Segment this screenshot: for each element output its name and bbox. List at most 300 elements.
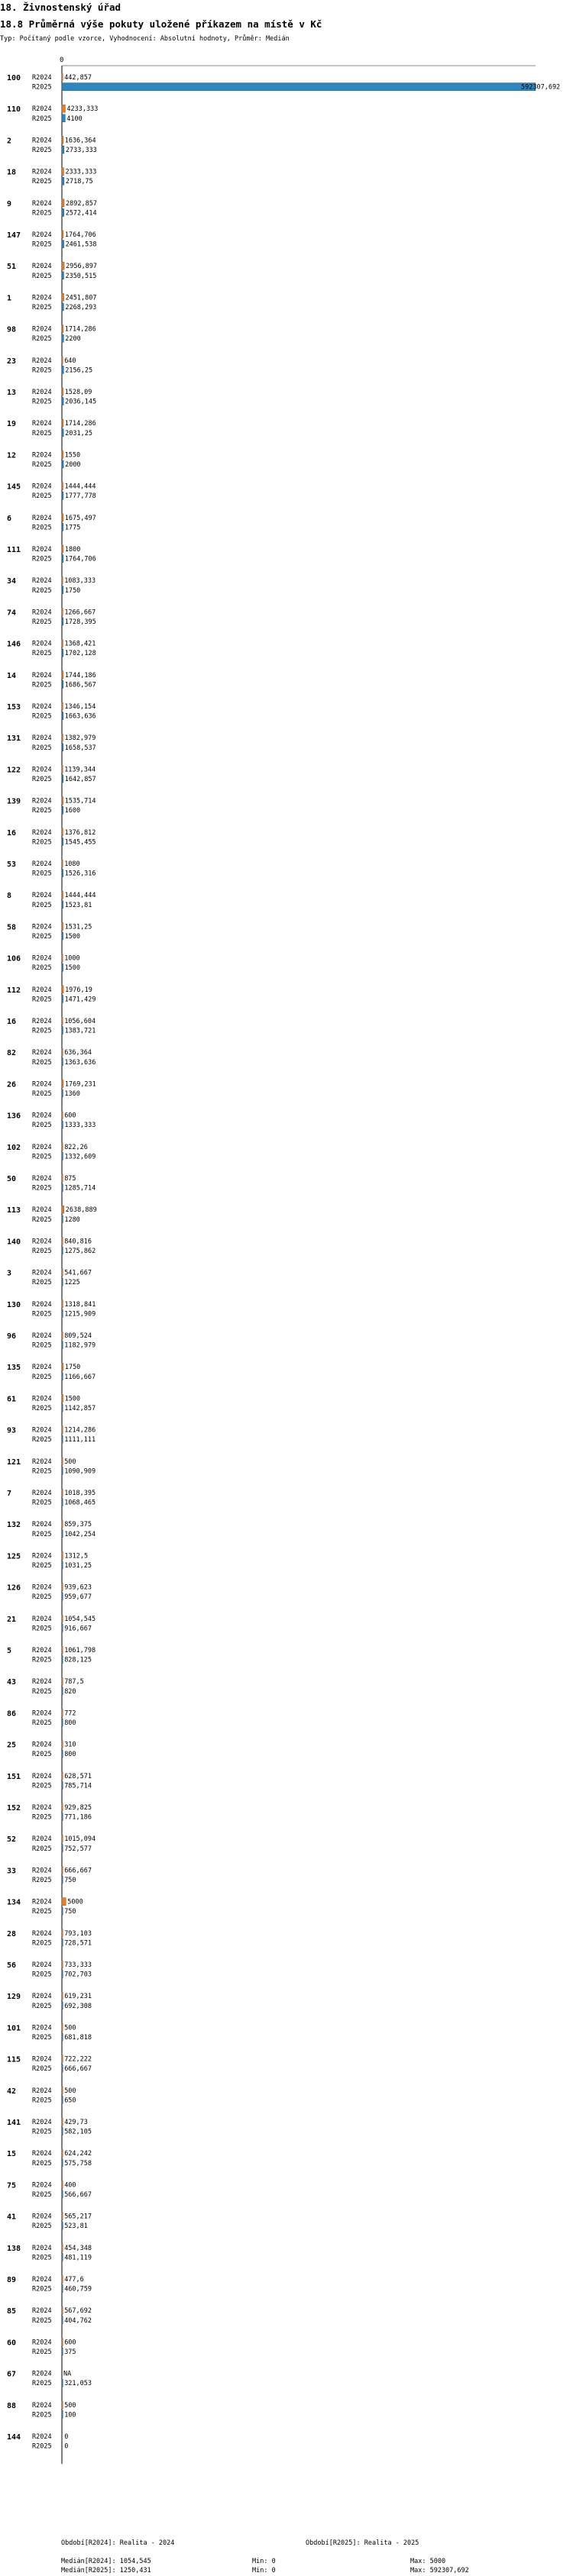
data-label-r2025: 1775 — [64, 524, 81, 532]
bar-r2024 — [62, 1741, 63, 1748]
category-label: 74 — [7, 608, 17, 618]
data-label-r2024: 1528,09 — [64, 389, 92, 396]
series-label-r2024: R2024 — [32, 2087, 52, 2095]
data-label-r2025: 1275,862 — [64, 1248, 96, 1255]
bar-r2025 — [62, 523, 63, 531]
series-label-r2024: R2024 — [32, 231, 52, 239]
data-label-r2024: 722,222 — [64, 2055, 92, 2064]
series-label-r2025: R2025 — [32, 2411, 52, 2419]
data-label-r2025: 1642,857 — [64, 776, 96, 783]
bar-r2025 — [62, 1373, 63, 1380]
series-label-r2025: R2025 — [32, 1215, 52, 1224]
series-label-r2025: R2025 — [32, 1908, 52, 1916]
category-label: 126 — [7, 1583, 21, 1593]
data-label-r2024: 4233,333 — [66, 105, 99, 114]
data-label-r2025: 2572,414 — [65, 209, 97, 218]
series-label-r2024: R2024 — [32, 2213, 52, 2221]
data-label-r2024: 1382,979 — [64, 734, 96, 743]
series-label-r2025: R2025 — [32, 1310, 52, 1319]
category-label: 96 — [7, 1332, 17, 1341]
category-label: 146 — [7, 640, 21, 649]
data-label-r2024: 2451,807 — [65, 294, 97, 302]
data-label-r2025: 2000 — [65, 461, 81, 469]
category-label: 51 — [7, 263, 17, 272]
data-label-r2025: 2733,333 — [65, 147, 97, 154]
bar-r2025 — [62, 2222, 63, 2229]
series-label-r2025: R2025 — [32, 1877, 52, 1884]
footer-r2024-min: Min: 0 — [252, 2558, 276, 2565]
data-label-r2025: 582,105 — [64, 2128, 92, 2136]
series-label-r2025: R2025 — [32, 1058, 52, 1067]
bar-r2025 — [62, 2002, 63, 2009]
category-label: 140 — [7, 1238, 21, 1247]
series-label-r2024: R2024 — [32, 1143, 52, 1151]
bar-r2024 — [62, 1992, 63, 2000]
series-label-r2024: R2024 — [32, 105, 52, 114]
data-label-r2025: 728,571 — [64, 1939, 92, 1948]
data-label-r2025: 1111,111 — [64, 1436, 96, 1445]
category-label: 5 — [7, 1647, 12, 1655]
bar-r2025 — [62, 2033, 63, 2041]
data-label-r2025: 375 — [64, 2348, 76, 2356]
bar-r2024 — [62, 608, 63, 615]
category-label: 115 — [7, 2055, 21, 2064]
series-label-r2025: R2025 — [32, 1090, 52, 1098]
bar-r2025 — [62, 2410, 63, 2418]
series-label-r2025: R2025 — [32, 1499, 52, 1507]
data-label-r2024: 624,242 — [64, 2150, 92, 2158]
data-label-r2025: 2268,293 — [65, 304, 97, 312]
data-label-r2025: 785,714 — [64, 1782, 92, 1790]
bar-r2024 — [62, 293, 64, 301]
series-label-r2025: R2025 — [32, 776, 52, 783]
bar-r2024 — [62, 1394, 63, 1402]
series-label-r2025: R2025 — [32, 1467, 52, 1476]
bar-r2024 — [62, 450, 63, 458]
series-label-r2024: R2024 — [32, 2307, 52, 2316]
bar-r2025 — [62, 1435, 63, 1443]
series-label-r2025: R2025 — [32, 240, 52, 249]
series-label-r2024: R2024 — [32, 74, 52, 82]
bar-r2024 — [62, 1677, 63, 1685]
bar-r2025 — [62, 775, 63, 783]
category-label: 88 — [7, 2401, 17, 2410]
data-label-r2024: 840,816 — [64, 1238, 92, 1246]
series-label-r2025: R2025 — [32, 1279, 52, 1287]
series-label-r2025: R2025 — [32, 2380, 52, 2388]
bar-r2025 — [62, 303, 63, 311]
series-label-r2024: R2024 — [32, 2370, 52, 2378]
category-label: 67 — [7, 2370, 17, 2379]
bar-r2025 — [62, 146, 64, 153]
data-label-r2024: 500 — [64, 2087, 76, 2095]
data-label-r2024: 500 — [64, 1457, 76, 1466]
bar-r2024 — [62, 2087, 63, 2094]
data-label-r2025: 916,667 — [64, 1625, 92, 1633]
data-label-r2024: 929,825 — [64, 1804, 92, 1812]
category-label: 61 — [7, 1395, 17, 1404]
bar-r2024 — [62, 1583, 63, 1591]
bar-r2025 — [62, 1152, 63, 1160]
data-label-r2025: 2350,515 — [65, 272, 97, 280]
bar-r2024 — [62, 2275, 63, 2283]
category-label: 34 — [7, 577, 17, 586]
data-label-r2024: 1976,19 — [65, 986, 92, 994]
series-label-r2024: R2024 — [32, 1395, 52, 1403]
bar-r2024 — [62, 1206, 64, 1213]
data-label-r2025: 2156,25 — [65, 366, 93, 375]
series-label-r2024: R2024 — [32, 1080, 52, 1089]
data-label-r2024: 442,857 — [64, 74, 92, 82]
series-label-r2024: R2024 — [32, 1647, 52, 1654]
bar-r2024 — [62, 1269, 63, 1277]
bar-r2025 — [62, 208, 64, 216]
data-label-r2025: 752,577 — [64, 1845, 92, 1853]
data-label-r2024: 1061,798 — [64, 1647, 96, 1654]
series-label-r2024: R2024 — [32, 860, 52, 868]
bar-r2024 — [62, 1835, 63, 1842]
category-label: 16 — [7, 1018, 17, 1026]
category-label: 18 — [7, 168, 17, 177]
bar-r2025 — [62, 1876, 63, 1884]
series-label-r2025: R2025 — [32, 304, 52, 312]
series-label-r2024: R2024 — [32, 2181, 52, 2190]
bar-r2024 — [62, 1237, 63, 1244]
data-label-r2024: 1000 — [64, 954, 80, 963]
bar-r2024 — [62, 1520, 63, 1528]
data-label-r2025: 1215,909 — [64, 1310, 96, 1319]
bar-r2025 — [62, 995, 63, 1002]
bar-r2025 — [62, 429, 63, 437]
bar-r2024 — [62, 2149, 63, 2157]
bar-r2024 — [62, 1363, 63, 1370]
series-label-r2025: R2025 — [32, 1122, 52, 1130]
category-label: 113 — [7, 1206, 21, 1215]
data-label-r2025: 1523,81 — [64, 901, 92, 909]
data-label-r2025: 1526,316 — [64, 870, 96, 878]
series-label-r2024: R2024 — [32, 1615, 52, 1623]
category-label: 131 — [7, 734, 21, 744]
data-label-r2025: 1500 — [64, 933, 81, 941]
category-label: 26 — [7, 1080, 17, 1089]
series-label-r2025: R2025 — [32, 209, 52, 218]
bar-r2024 — [62, 1300, 63, 1308]
category-label: 134 — [7, 1898, 21, 1907]
data-label-r2025: 1383,721 — [64, 1027, 96, 1035]
series-label-r2024: R2024 — [32, 1018, 52, 1025]
section-title: 18. Živnostenský úřad — [0, 2, 121, 13]
category-label: 41 — [7, 2213, 17, 2222]
series-label-r2025: R2025 — [32, 555, 52, 563]
bar-r2024 — [62, 1551, 63, 1559]
series-label-r2024: R2024 — [32, 2276, 52, 2284]
data-label-r2025: 592307,692 — [521, 83, 561, 92]
category-label: 152 — [7, 1804, 21, 1813]
series-label-r2024: R2024 — [32, 1678, 52, 1687]
category-label: 85 — [7, 2307, 17, 2316]
bar-r2025 — [62, 366, 63, 373]
series-label-r2025: R2025 — [32, 744, 52, 752]
series-label-r2025: R2025 — [32, 1656, 52, 1664]
data-label-r2025: 1280 — [64, 1215, 80, 1224]
bar-r2025 — [62, 1687, 63, 1695]
series-label-r2025: R2025 — [32, 2065, 52, 2074]
bar-r2024 — [62, 734, 63, 741]
bar-r2024 — [62, 986, 63, 993]
series-label-r2024: R2024 — [32, 2244, 52, 2252]
series-label-r2024: R2024 — [32, 1961, 52, 1969]
data-label-r2024: 2892,857 — [66, 199, 97, 208]
bar-r2024 — [62, 1709, 63, 1716]
data-label-r2024: 640 — [64, 357, 76, 365]
bar-r2025 — [62, 83, 536, 91]
category-label: 153 — [7, 703, 21, 712]
data-label-r2025: 1658,537 — [64, 744, 96, 752]
bar-r2025 — [62, 932, 63, 940]
series-label-r2024: R2024 — [32, 1709, 52, 1718]
bar-r2024 — [62, 1803, 63, 1811]
series-label-r2024: R2024 — [32, 263, 52, 271]
bar-r2025 — [62, 2285, 63, 2293]
category-label: 147 — [7, 231, 21, 240]
data-label-r2025: 1068,465 — [64, 1499, 96, 1507]
data-label-r2024: 809,524 — [64, 1332, 92, 1340]
data-label-r2024: 310 — [64, 1741, 76, 1749]
footer-r2025-max: Max: 592307,692 — [410, 2567, 469, 2574]
series-label-r2024: R2024 — [32, 1175, 52, 1183]
series-label-r2025: R2025 — [32, 429, 52, 437]
series-label-r2025: R2025 — [32, 524, 52, 532]
bar-r2024 — [62, 1489, 63, 1496]
data-label-r2024: 1531,25 — [64, 923, 92, 931]
category-label: 110 — [7, 105, 21, 115]
bar-r2025 — [62, 2348, 63, 2355]
series-label-r2025: R2025 — [32, 1751, 52, 1759]
footer-r2025-median: Medián[R2025]: 1250,431 — [61, 2567, 151, 2574]
series-label-r2024: R2024 — [32, 389, 52, 396]
category-label: 82 — [7, 1049, 17, 1058]
category-label: 139 — [7, 797, 21, 806]
series-label-r2025: R2025 — [32, 933, 52, 941]
series-label-r2025: R2025 — [32, 650, 52, 658]
bar-r2024 — [62, 325, 63, 333]
chart-title: 18.8 Průměrná výše pokuty uložené příkazem na místě v Kč — [0, 18, 322, 30]
data-label-r2025: 1225 — [64, 1279, 80, 1287]
bar-r2024 — [62, 671, 63, 679]
data-label-r2025: 1142,857 — [64, 1405, 96, 1412]
bar-r2025 — [62, 618, 63, 625]
series-label-r2024: R2024 — [32, 986, 52, 994]
bar-r2024 — [62, 388, 63, 395]
data-label-r2024: 1550 — [64, 451, 81, 460]
data-label-r2024: 541,667 — [64, 1269, 92, 1277]
bar-r2025 — [62, 1404, 63, 1412]
data-label-r2025: 1333,333 — [64, 1122, 96, 1130]
series-label-r2024: R2024 — [32, 1238, 52, 1246]
bar-r2025 — [62, 2190, 63, 2198]
bar-r2025 — [62, 115, 65, 122]
bar-r2024 — [62, 136, 63, 144]
bar-r2025 — [62, 2064, 63, 2072]
bar-r2025 — [62, 177, 64, 185]
bar-r2024 — [62, 1866, 63, 1874]
series-label-r2025: R2025 — [32, 870, 52, 878]
series-label-r2025: R2025 — [32, 807, 52, 815]
data-label-r2025: 575,758 — [64, 2159, 92, 2168]
data-label-r2025: 681,818 — [64, 2034, 92, 2042]
series-label-r2025: R2025 — [32, 1248, 52, 1255]
series-label-r2024: R2024 — [32, 357, 52, 365]
data-label-r2024: 628,571 — [64, 1772, 92, 1780]
series-label-r2025: R2025 — [32, 2223, 52, 2231]
data-label-r2025: 771,186 — [64, 1813, 92, 1822]
data-label-r2025: 702,703 — [64, 1971, 92, 1979]
data-label-r2025: 1500 — [64, 964, 81, 973]
category-label: 42 — [7, 2087, 17, 2096]
data-label-r2024: 2333,333 — [65, 168, 97, 176]
series-label-r2024: R2024 — [32, 199, 52, 208]
category-label: 21 — [7, 1615, 17, 1624]
bar-r2025 — [62, 1184, 63, 1192]
series-label-r2025: R2025 — [32, 1625, 52, 1633]
data-label-r2025: 404,762 — [64, 2316, 92, 2325]
bar-r2025 — [62, 1938, 63, 1946]
series-label-r2024: R2024 — [32, 766, 52, 774]
bar-r2025 — [62, 2253, 63, 2261]
data-label-r2024: 500 — [64, 2024, 76, 2032]
bar-r2024 — [62, 199, 64, 207]
data-label-r2025: 820 — [64, 1687, 76, 1696]
category-label: 2 — [7, 137, 12, 146]
bar-r2024 — [62, 419, 63, 427]
bar-r2024 — [62, 922, 63, 930]
bar-r2025 — [62, 1750, 63, 1758]
category-label: 50 — [7, 1175, 17, 1183]
data-label-r2025: 460,759 — [64, 2285, 92, 2294]
series-label-r2025: R2025 — [32, 2128, 52, 2136]
series-label-r2025: R2025 — [32, 492, 52, 501]
bar-r2024 — [62, 2181, 63, 2188]
series-label-r2024: R2024 — [32, 137, 52, 145]
footer-r2025-period: Období[R2025]: Realita - 2025 — [306, 2539, 419, 2547]
bar-r2024 — [62, 1929, 63, 1937]
data-label-r2024: 1714,286 — [64, 325, 96, 334]
series-label-r2024: R2024 — [32, 451, 52, 460]
data-label-r2025: 750 — [64, 1877, 76, 1884]
series-label-r2024: R2024 — [32, 294, 52, 302]
series-label-r2025: R2025 — [32, 2191, 52, 2199]
series-label-r2024: R2024 — [32, 483, 52, 491]
bar-r2024 — [62, 1426, 63, 1434]
data-label-r2025: 1663,636 — [64, 712, 96, 721]
category-label: 7 — [7, 1490, 12, 1498]
bar-r2024 — [62, 1646, 63, 1654]
series-label-r2025: R2025 — [32, 461, 52, 469]
data-label-r2025: 828,125 — [64, 1656, 92, 1664]
bar-r2025 — [62, 2159, 63, 2167]
data-label-r2024: 1535,714 — [64, 797, 96, 805]
bar-r2024 — [62, 483, 63, 490]
bar-r2025 — [62, 1907, 63, 1915]
bar-r2024 — [62, 640, 63, 647]
data-label-r2024: 636,364 — [64, 1049, 92, 1057]
data-label-r2024: 500 — [64, 2401, 76, 2410]
data-label-r2024: 2638,889 — [65, 1206, 97, 1215]
category-label: 130 — [7, 1300, 21, 1309]
data-label-r2024: 1376,812 — [64, 828, 96, 837]
category-label: 151 — [7, 1772, 21, 1781]
data-label-r2024: 1080 — [64, 860, 80, 868]
category-label: 89 — [7, 2276, 17, 2284]
bar-r2025 — [62, 1309, 63, 1317]
bar-r2025 — [62, 2096, 63, 2103]
footer-r2024-median: Medián[R2024]: 1054,545 — [61, 2558, 151, 2565]
x-axis-tick-label: 0 — [60, 56, 64, 64]
data-label-r2024: 2956,897 — [66, 263, 98, 271]
bar-r2024 — [62, 1048, 63, 1056]
bar-r2025 — [62, 1530, 63, 1538]
series-label-r2024: R2024 — [32, 1364, 52, 1372]
bar-r2025 — [62, 1593, 63, 1600]
data-label-r2024: 600 — [64, 2339, 76, 2347]
data-label-r2025: 100 — [64, 2411, 76, 2419]
footer-r2024-period: Období[R2024]: Realita - 2024 — [61, 2539, 175, 2547]
bar-r2024 — [62, 1898, 66, 1906]
bar-r2024 — [62, 2244, 63, 2252]
data-label-r2025: 523,81 — [64, 2223, 88, 2231]
data-label-r2025: 959,677 — [64, 1593, 92, 1602]
bar-r2024 — [62, 2118, 63, 2126]
data-label-r2024: 1675,497 — [64, 514, 96, 522]
series-label-r2025: R2025 — [32, 1153, 52, 1161]
series-label-r2025: R2025 — [32, 1405, 52, 1412]
data-label-r2025: 2718,75 — [65, 178, 93, 186]
series-label-r2024: R2024 — [32, 734, 52, 743]
series-label-r2024: R2024 — [32, 1332, 52, 1340]
data-label-r2025: 1686,567 — [64, 681, 96, 689]
series-label-r2024: R2024 — [32, 703, 52, 711]
bar-r2024 — [62, 231, 63, 238]
series-label-r2025: R2025 — [32, 147, 52, 154]
data-label-r2025: 1182,979 — [64, 1341, 96, 1350]
category-label: 13 — [7, 389, 17, 397]
series-label-r2025: R2025 — [32, 398, 52, 406]
category-label: 136 — [7, 1112, 21, 1121]
data-label-r2024: 5000 — [67, 1898, 83, 1906]
bar-r2025 — [62, 1971, 63, 1978]
data-label-r2024: 0 — [64, 2433, 69, 2441]
bar-r2025 — [62, 1341, 63, 1349]
bar-r2024 — [62, 1961, 63, 1968]
series-label-r2025: R2025 — [32, 1530, 52, 1538]
bar-r2025 — [62, 901, 63, 909]
bar-r2024 — [62, 105, 65, 112]
data-label-r2025: 1090,909 — [64, 1467, 96, 1476]
data-label-r2025: 566,667 — [64, 2191, 92, 2199]
bar-r2025 — [62, 1781, 63, 1789]
bar-r2025 — [62, 680, 63, 688]
bar-r2024 — [62, 2306, 63, 2314]
data-label-r2024: 429,73 — [64, 2119, 88, 2126]
bar-r2024 — [62, 1143, 63, 1151]
category-label: 75 — [7, 2181, 17, 2190]
series-label-r2025: R2025 — [32, 1845, 52, 1853]
series-label-r2025: R2025 — [32, 366, 52, 375]
category-label: 98 — [7, 325, 17, 334]
data-label-r2025: 2031,25 — [65, 429, 92, 437]
data-label-r2025: 2461,538 — [65, 240, 97, 249]
category-label: 8 — [7, 892, 12, 901]
